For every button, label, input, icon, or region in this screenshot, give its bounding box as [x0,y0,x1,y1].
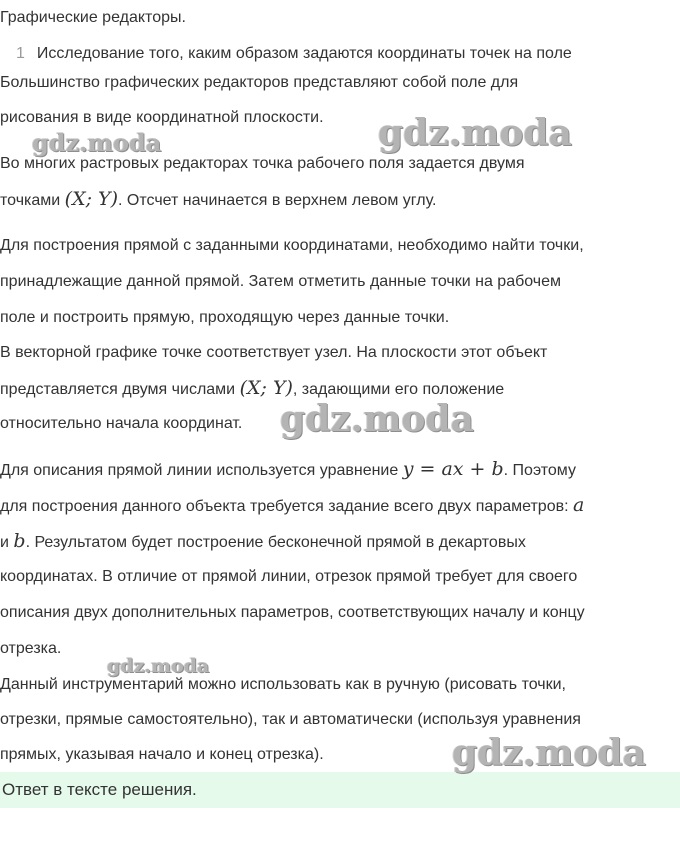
item-number: 1 [16,45,25,62]
paragraph-line: поле и построить прямую, проходящую через данные точки. [0,309,450,326]
text-segment: Для описания прямой линии используется уравнение [0,462,403,479]
paragraph-line: Для построения прямой с заданными координатами, необходимо найти точки, [0,237,584,254]
paragraph-line: рисования в виде координатной плоскости. [0,109,324,126]
math-formula: (X; Y) [239,377,293,399]
text-segment: . Отсчет начинается в верхнем левом углу. [118,192,437,209]
watermark: gdz.moda [280,398,474,440]
text-segment: . Поэтому [503,462,576,479]
text-segment: представляется двумя числами [0,381,240,398]
paragraph-line [0,495,584,517]
watermark: gdz.moda [452,732,646,774]
answer-text: Ответ в тексте решения. [2,780,197,799]
paragraph-line: Данный инструментарий можно использовать как в ручную (рисовать точки, [0,676,566,693]
paragraph-line [0,459,576,481]
paragraph-line: описания двух дополнительных параметров, соответствующих началу и концу [0,604,585,621]
paragraph-line: Во многих растровых редакторах точка рабочего поля задается двумя [0,155,525,172]
paragraph-line: относительно начала координат. [0,415,243,432]
text-segment: и [0,534,14,551]
text-segment: для построения данного объекта требуется задание всего двух параметров: [0,498,573,515]
paragraph-line: отрезки, прямые самостоятельно), так и автоматически (используя уравнения [0,711,581,728]
paragraph-line: В векторной графике точке соответствует узел. На плоскости этот объект [0,344,548,361]
watermark: gdz.moda [107,655,210,677]
math-formula: (X; Y) [64,188,119,210]
paragraph-line: прямых, указывая начало и конец отрезка). [0,746,324,763]
item-title: Исследование того, каким образом задаются координаты точек на поле [36,45,572,62]
watermark: gdz.moda [378,112,572,154]
math-formula: y = ax + b [402,458,504,480]
paragraph-line: координатах. В отличие от прямой линии, отрезок прямой требует для своего [0,568,578,585]
numbered-item [0,44,572,64]
text-segment: точками [0,192,65,209]
paragraph-line: Большинство графических редакторов представляют собой поле для [0,74,519,91]
watermark: gdz.moda [32,128,162,157]
math-formula: a [573,494,585,516]
paragraph-line [0,531,526,553]
answer-box [0,772,680,808]
text-segment: . Результатом будет построение бесконечной прямой в декартовых [25,534,526,551]
paragraph-line [0,189,436,211]
paragraph-line: отрезка. [0,640,62,657]
math-formula: b [13,530,26,552]
text-segment: , задающими его положение [292,381,505,398]
paragraph-line: принадлежащие данной прямой. Затем отметить данные точки на рабочем [0,273,562,290]
page-title: Графические редакторы. [0,9,186,26]
paragraph-line [0,378,504,400]
